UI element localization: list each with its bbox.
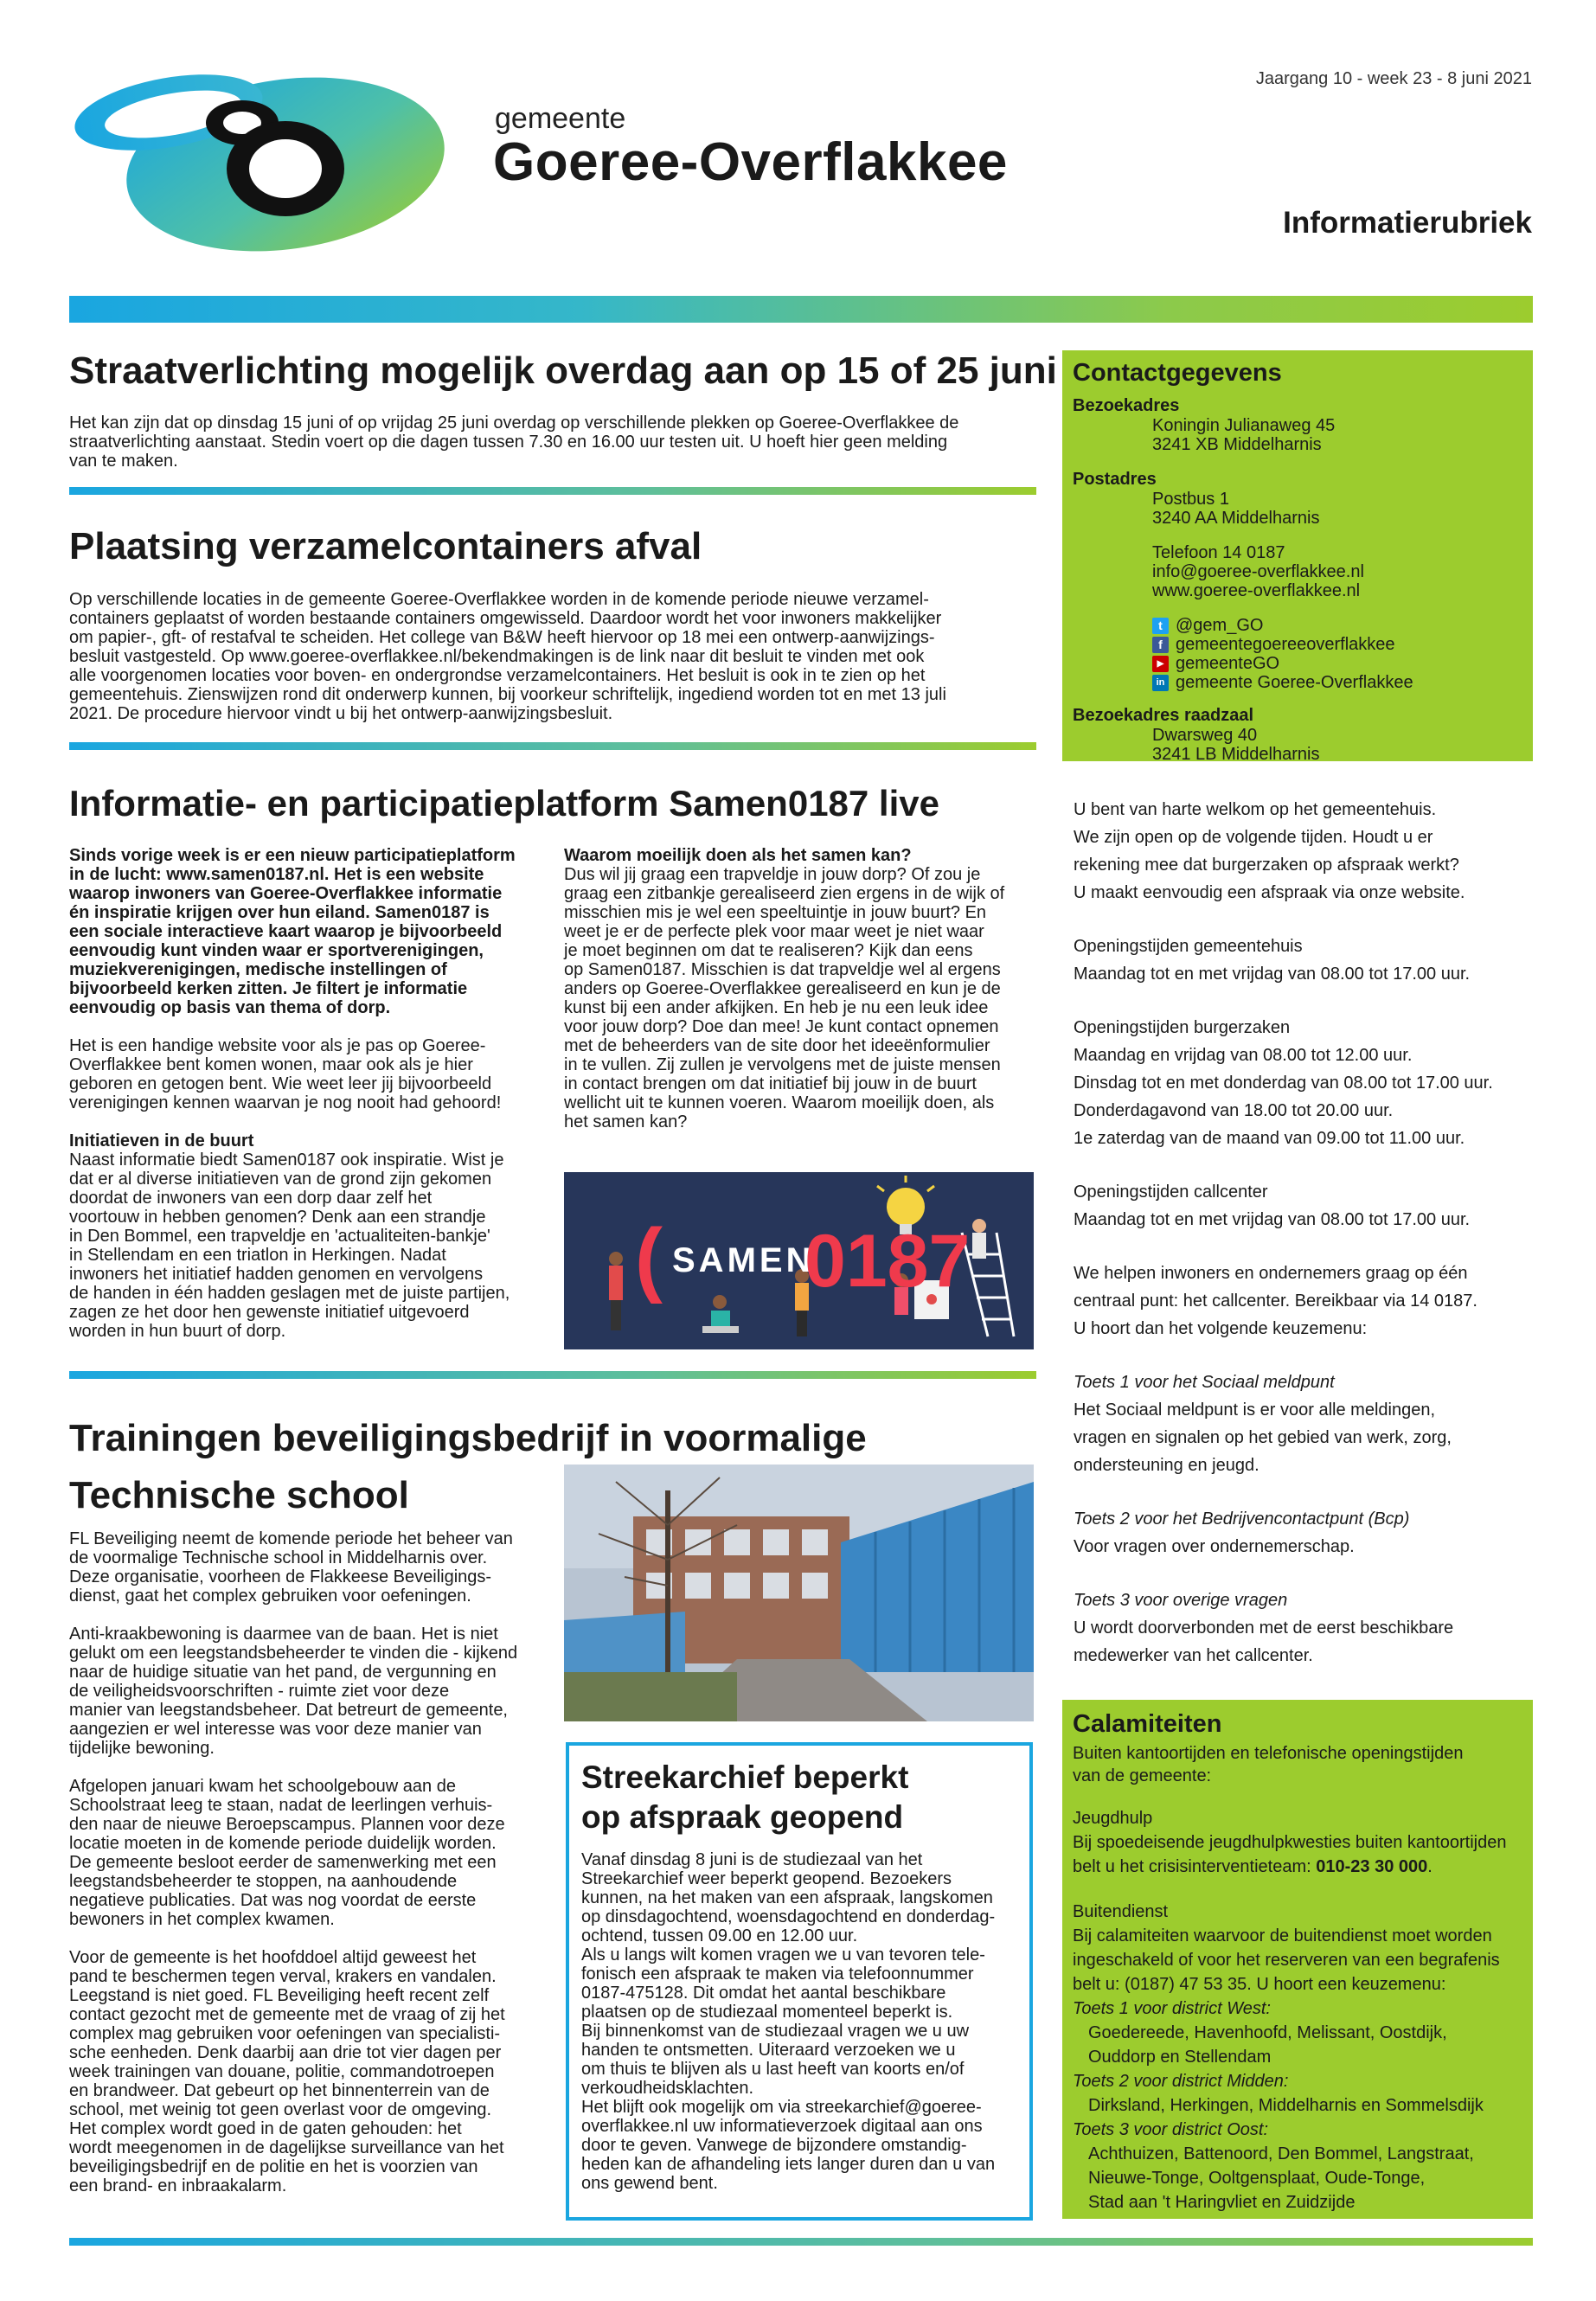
text-line: Streekarchief weer beperkt geopend. Bezoekers (581, 1868, 952, 1888)
text-line: bijvoorbeeld kerken zitten. Je filtert je informatie (69, 979, 468, 998)
text-line: Donderdagavond van 18.00 tot 20.00 uur. (1074, 1101, 1394, 1120)
text-line: met de beheerders van de site door het ideeënformulier (564, 1036, 990, 1055)
text-line: een sociale interactieve kaart waarop je bijvoorbeeld (69, 922, 503, 941)
text-line: 0187-475128. Dit omdat het aantal beschikbare (581, 1983, 946, 2003)
text-line: Op verschillende locaties in de gemeente Goeree-Overflakkee worden in de komende periode nieuwe verzamel- (69, 590, 929, 609)
text-line: een brand- en inbraakalarm. (69, 2176, 287, 2195)
text-line: aangezien er wel interesse was voor deze manier van (69, 1720, 482, 1739)
text-line: U bent van harte welkom op het gemeentehuis. (1074, 800, 1437, 819)
article2-title: Plaatsing verzamelcontainers afval (69, 525, 702, 567)
text-line: week trainingen van douane, politie, commandotroepen (69, 2062, 495, 2081)
text-line: handen te ontsmetten. Uiteraard verzoeken we u (581, 2040, 956, 2060)
text-line: fonisch een afspraak te maken via telefoonnummer (581, 1964, 974, 1984)
postadres-label: Postadres (1073, 470, 1157, 489)
text-line: Bij binnenkomst van de studiezaal vragen we u uw (581, 2021, 970, 2041)
text-line: de voormalige Technische school in Middelharnis over. (69, 1548, 488, 1567)
subheading: Waarom moeilijk doen als het samen kan? (564, 846, 912, 865)
text-line: school, met weinig tot geen overlast voor de omgeving. (69, 2100, 492, 2119)
text-line: in de lucht: www.samen0187.nl. Het is een website (69, 865, 484, 884)
article1-body (69, 413, 1038, 471)
text-span: . (1427, 1857, 1433, 1876)
text-line: Deze organisatie, voorheen de Flakkeese Beveiligings- (69, 1567, 492, 1586)
text-line: de handen in één hadden geslagen met de juiste partijen, (69, 1284, 510, 1303)
text-line: voor jouw dorp? Doe dan mee! Je kunt contact opnemen (564, 1017, 999, 1036)
text-line: gelukt om een leegstandsbeheerder te vinden die - kijkend (69, 1644, 518, 1663)
text-line: in te vullen. Zij zullen je vervolgens met de juiste mensen (564, 1055, 1001, 1074)
address-line: 3241 LB Middelharnis (1152, 745, 1320, 764)
contact-title: Contactgegevens (1073, 359, 1282, 387)
buitendienst-label: Buitendienst (1073, 1902, 1169, 1921)
text-line: doordat de inwoners van een dorp daar zelf het (69, 1189, 433, 1208)
text-line: Anti-kraakbewoning is daarmee van de baan. Het is niet (69, 1625, 498, 1644)
text-line: weet je er de perfecte plek voor maar weet je niet waar (564, 922, 984, 941)
youtube-icon: ▶ (1152, 656, 1169, 672)
text-line: Voor vragen over ondernemerschap. (1074, 1537, 1355, 1556)
text-line: heden kan de afhandeling iets langer duren dan u van (581, 2154, 996, 2174)
article2-body (69, 590, 1038, 723)
text-line: kunst bij een ander afkijken. En heb je nu een leuk idee (564, 998, 989, 1017)
text-line: in Stellendam en een triatlon in Herkingen. Nadat (69, 1246, 446, 1265)
website-link[interactable]: www.goeree-overflakkee.nl (1152, 581, 1361, 600)
text-line: zagen ze het door hen gewenste initiatief uitgevoerd (69, 1303, 470, 1322)
text-line: Maandag tot en met vrijdag van 08.00 tot 17.00 uur. (1074, 965, 1471, 984)
text-line: Dirksland, Herkingen, Middelharnis en Sommelsdijk (1088, 2096, 1484, 2115)
text-line: Dinsdag tot en met donderdag van 08.00 tot 17.00 uur. (1074, 1074, 1493, 1093)
toets3-title: Toets 3 voor overige vragen (1074, 1591, 1288, 1610)
text-line: U maakt eenvoudig een afspraak via onze website. (1074, 883, 1465, 902)
linkedin-icon: in (1152, 675, 1169, 691)
text-line: Voor de gemeente is het hoofddoel altijd geweest het (69, 1948, 477, 1967)
text-line: bewoners in het complex kwamen. (69, 1910, 335, 1929)
address-line: 3241 XB Middelharnis (1152, 435, 1322, 454)
text-line: alle voorgenomen locaties voor boven- en ondergrondse verzamelcontainers. Het besluit is ook in te zien op het (69, 666, 926, 685)
text-line: eenvoudig op basis van thema of dorp. (69, 998, 391, 1017)
text-line: Het is een handige website voor als je pas op Goeree- (69, 1036, 486, 1055)
header-gradient-bar (69, 296, 1533, 323)
text-line: van te maken. (69, 452, 178, 471)
text-line: 1e zaterdag van de maand van 09.00 tot 11.00 uur. (1074, 1129, 1465, 1148)
text-line: ons gewend bent. (581, 2173, 718, 2193)
divider (69, 487, 1036, 495)
text-line: naar de huidige situatie van het pand, de vergunning en (69, 1663, 497, 1682)
text-line: dienst, gaat het complex gebruiken voor oefeningen. (69, 1586, 471, 1606)
text-line: vragen en signalen op het gebied van werk, zorg, (1074, 1428, 1452, 1447)
text-span: belt u het crisisinterventieteam: (1073, 1857, 1317, 1876)
text-line: ochtend, tussen 09.00 en 12.00 uur. (581, 1926, 858, 1945)
twitter-icon: t (1152, 618, 1169, 634)
text-line: Het blijft ook mogelijk om via streekarchief@goeree- (581, 2097, 982, 2117)
text-line: leegstandsbeheerder te stoppen, na aanhoudende (69, 1872, 458, 1891)
text-line: Dus wil jij graag een trapveldje in jouw dorp? Of zou je (564, 865, 981, 884)
streek-title-line: op afspraak geopend (581, 1799, 904, 1836)
text-line: op dinsdagochtend, woensdagochtend en donderdag- (581, 1907, 996, 1926)
text-line: rekening mee dat burgerzaken op afspraak werkt? (1074, 856, 1459, 875)
text-line: 2021. De procedure hiervoor vindt u bij het ontwerp-aanwijzingsbesluit. (69, 704, 613, 723)
text-line: Afgelopen januari kwam het schoolgebouw aan de (69, 1777, 456, 1796)
text-line: Nieuwe-Tonge, Ooltgensplaat, Oude-Tonge, (1088, 2169, 1426, 2188)
bezoekadres-label: Bezoekadres (1073, 396, 1180, 415)
phone: Telefoon 14 0187 (1152, 543, 1285, 562)
article3-col1 (69, 846, 549, 1341)
text-line: misschien mis je wel een speeltuintje in jouw buurt? En (564, 903, 987, 922)
samen-word: SAMEN (672, 1241, 815, 1279)
text-line: verkoudheidsklachten. (581, 2078, 754, 2098)
text-line: straatverlichting aanstaat. Stedin voert op die dagen tussen 7.30 en 16.00 uur testen uit. U hoeft hier geen melding (69, 433, 948, 452)
text-line: pand te beschermen tegen verval, krakers en vandalen. (69, 1967, 497, 1986)
text-line: geboren en getogen bent. Wie weet leer jij bijvoorbeeld (69, 1074, 492, 1093)
text-line: om thuis te blijven als u last heeft van koorts en/of (581, 2059, 965, 2079)
article1-title: Straatverlichting mogelijk overdag aan op 15 of 25 juni (69, 349, 1057, 392)
social-facebook[interactable] (1152, 635, 1522, 654)
social-linkedin[interactable] (1152, 673, 1522, 692)
jeugd-phone-line (1073, 1855, 1522, 1879)
samen0187-image (564, 1172, 1034, 1349)
title-line: Technische school (69, 1474, 409, 1516)
text-line: Leegstand is niet goed. FL Beveiliging heeft recent zelf (69, 1986, 490, 2005)
text-line: om papier-, gft- of restafval te scheiden. Het college van B&W heeft hiervoor op 18 mei een ontwerp-aanwijzings- (69, 628, 935, 647)
article4-body (69, 1529, 549, 2195)
district-west-title: Toets 1 voor district West: (1073, 1999, 1271, 2018)
text-line: Stad aan 't Haringvliet en Zuidzijde (1088, 2193, 1356, 2212)
text-line: en brandweer. Dat gebeurt op het binnenterrein van de (69, 2081, 490, 2100)
jeugdhulp-label: Jeugdhulp (1073, 1809, 1153, 1828)
calamiteiten-panel (1062, 1700, 1533, 2219)
rubriek-title: Informatierubriek (1283, 206, 1532, 240)
text-line: muziekverenigingen, medische instellingen of (69, 960, 447, 979)
issue-info: Jaargang 10 - week 23 - 8 juni 2021 (1255, 69, 1532, 88)
text-line: De gemeente besloot eerder de samenwerking met een (69, 1853, 497, 1872)
streek-title-line: Streekarchief beperkt (581, 1759, 909, 1795)
text-line: belt u: (0187) 47 53 35. U hoort een keuzemenu: (1073, 1975, 1446, 1994)
footer-divider (69, 2238, 1533, 2246)
text-line: U wordt doorverbonden met de eerst beschikbare (1074, 1618, 1454, 1638)
text-line: Als u langs wilt komen vragen we u van tevoren tele- (581, 1945, 985, 1965)
text-line: dat er al diverse initiatieven van de grond zijn gekomen (69, 1170, 492, 1189)
text-line: manier van leegstandsbeheer. Dat betreurt de gemeente, (69, 1701, 508, 1720)
text-line: én inspiratie krijgen over hun eiland. Samen0187 is (69, 903, 490, 922)
raadzaal-label: Bezoekadres raadzaal (1073, 706, 1254, 725)
text-line: U hoort dan het volgende keuzemenu: (1074, 1319, 1368, 1338)
school-photo (564, 1465, 1034, 1721)
text-line: Maandag tot en met vrijdag van 08.00 tot 17.00 uur. (1074, 1210, 1471, 1229)
text-line: locatie moeten in de komende periode duidelijk worden. (69, 1834, 497, 1853)
address-line: 3240 AA Middelharnis (1152, 509, 1320, 528)
text-line: door te geven. Vanwege de bijzondere omstandig- (581, 2135, 967, 2155)
text-line: waarop inwoners van Goeree-Overflakkee informatie (69, 884, 503, 903)
text-line: Buiten kantoortijden en telefonische openingstijden (1073, 1744, 1464, 1763)
text-line: je moet beginnen om dat te realiseren? Kijk dan eens (564, 941, 973, 960)
text-line: worden in hun buurt of dorp. (69, 1322, 286, 1341)
openingstijden-callcenter-title: Openingstijden callcenter (1074, 1183, 1268, 1202)
text-line: Naast informatie biedt Samen0187 ook inspiratie. Wist je (69, 1150, 504, 1170)
text-line: Schoolstraat leeg te staan, nadat de leerlingen verhuis- (69, 1796, 493, 1815)
article3-col2 (564, 846, 1044, 1131)
text-line: contact gezocht met de gemeente met de vraag of zij het (69, 2005, 505, 2024)
text-line: voortouw in hebben genomen? Denk aan een strandje (69, 1208, 486, 1227)
toets2-title: Toets 2 voor het Bedrijvencontactpunt (Bcp) (1074, 1509, 1410, 1529)
text-line: Het complex wordt goed in de gaten gehouden: het (69, 2119, 462, 2138)
text-line: complex mag gebruiken voor oefeningen van specialisti- (69, 2024, 501, 2043)
text-line: van de gemeente: (1073, 1766, 1212, 1785)
email-link[interactable]: info@goeree-overflakkee.nl (1152, 562, 1364, 581)
social-label: gemeente Goeree-Overflakkee (1176, 673, 1413, 692)
text-line: Achthuizen, Battenoord, Den Bommel, Langstraat, (1088, 2144, 1474, 2163)
text-line: beveiligingsbedrijf en de politie en het is voorzien van (69, 2157, 478, 2176)
gemeente-name: Goeree-Overflakkee (493, 132, 1008, 192)
openingstijden-burgerzaken-title: Openingstijden burgerzaken (1074, 1018, 1291, 1037)
streekarchief-box (566, 1742, 1033, 2221)
text-line: Vanaf dinsdag 8 juni is de studiezaal van het (581, 1849, 923, 1869)
openingstijden-section (1074, 796, 1532, 1670)
text-line: in contact brengen om dat initiatief bij jouw in de buurt (564, 1074, 977, 1093)
text-line: overflakkee.nl uw informatieverzoek digitaal aan ons (581, 2116, 983, 2136)
text-line: We helpen inwoners en ondernemers graag op één (1074, 1264, 1468, 1283)
text-line: centraal punt: het callcenter. Bereikbaar via 14 0187. (1074, 1292, 1477, 1311)
text-line: ondersteuning en jeugd. (1074, 1456, 1259, 1475)
text-line: den naar de nieuwe Beroepscampus. Plannen voor deze (69, 1815, 505, 1834)
divider (69, 1371, 1036, 1379)
text-line: kunnen, na het maken van een afspraak, langskomen (581, 1888, 993, 1907)
gemeente-label: gemeente (495, 102, 626, 135)
text-line: We zijn open op de volgende tijden. Houdt u er (1074, 828, 1433, 847)
text-line: het samen kan? (564, 1112, 688, 1131)
text-line: eenvoudig kunt vinden waar er sportverenigingen, (69, 941, 484, 960)
text-line: Maandag en vrijdag van 08.00 tot 12.00 uur. (1074, 1046, 1413, 1065)
social-label: gemeentegoereeoverflakkee (1176, 635, 1395, 654)
text-line: Sinds vorige week is er een nieuw participatieplatform (69, 846, 516, 865)
text-line: medewerker van het callcenter. (1074, 1646, 1313, 1665)
title-line: Trainingen beveiligingsbedrijf in voormalige (69, 1417, 867, 1459)
text-line: gemeentehuis. Zienswijzen rond dit onderwerp kunnen, bij voorkeur schriftelijk, ingediend worden tot en met 13 juli (69, 685, 946, 704)
text-line: graag een zitbankje gerealiseerd zien ergens in de wijk of (564, 884, 1005, 903)
contact-panel (1062, 350, 1533, 764)
text-line: Bij calamiteiten waarvoor de buitendienst moet worden (1073, 1926, 1492, 1945)
address-line: Postbus 1 (1152, 490, 1229, 509)
samen-paren: ( (635, 1212, 663, 1304)
text-line: FL Beveiliging neemt de komende periode het beheer van (69, 1529, 513, 1548)
text-line: Ouddorp en Stellendam (1088, 2048, 1272, 2067)
toets1-title: Toets 1 voor het Sociaal meldpunt (1074, 1373, 1335, 1392)
text-line: wordt meegenomen in de dagelijkse surveillance van het (69, 2138, 504, 2157)
text-line: Bij spoedeisende jeugdhulpkwesties buiten kantoortijden (1073, 1833, 1507, 1852)
subheading: Initiatieven in de buurt (69, 1131, 254, 1150)
social-youtube[interactable] (1152, 654, 1522, 673)
facebook-icon: f (1152, 637, 1169, 653)
text-line: op Samen0187. Misschien is dat trapveldje wel al ergens (564, 960, 1001, 979)
crisis-phone[interactable]: 010-23 30 000 (1316, 1857, 1428, 1876)
openingstijden-gemeentehuis-title: Openingstijden gemeentehuis (1074, 937, 1303, 956)
social-label: @gem_GO (1176, 616, 1264, 635)
address-line: Dwarsweg 40 (1152, 726, 1258, 745)
gemeente-logo (69, 61, 450, 255)
text-line: Overflakkee bent komen wonen, maar ook als je hier (69, 1055, 473, 1074)
address-line: Koningin Julianaweg 45 (1152, 416, 1336, 435)
text-line: in Den Bommel, een trapveldje en 'actualiteiten-bankje' (69, 1227, 490, 1246)
district-midden-title: Toets 2 voor district Midden: (1073, 2072, 1289, 2091)
text-line: verenigingen kennen waarvan je nog nooit had gehoord! (69, 1093, 502, 1112)
text-line: anders op Goeree-Overflakkee gerealiseerd en kun je de (564, 979, 1001, 998)
social-label: gemeenteGO (1176, 654, 1280, 673)
text-line: negatieve publicaties. Dat was nog voordat de eerste (69, 1891, 477, 1910)
text-line: containers geplaatst of worden bestaande containers omgewisseld. Daardoor wordt het voor inwoners makkelijker (69, 609, 942, 628)
text-line: ingeschakeld of voor het reserveren van een begrafenis (1073, 1951, 1500, 1970)
text-line: Het kan zijn dat op dinsdag 15 juni of op vrijdag 25 juni overdag op verschillende plekken op Goeree-Overflakkee de (69, 413, 959, 433)
social-twitter[interactable] (1152, 616, 1522, 635)
text-line: de veiligheidsvoorschriften - ruimte ziet voor deze (69, 1682, 450, 1701)
samen-number: 0187 (804, 1220, 971, 1303)
district-oost-title: Toets 3 voor district Oost: (1073, 2120, 1269, 2139)
text-line: Het Sociaal meldpunt is er voor alle meldingen, (1074, 1400, 1435, 1420)
calamiteiten-title: Calamiteiten (1073, 1710, 1222, 1738)
text-line: sche eenheden. Denk daarbij aan drie tot vier dagen per (69, 2043, 502, 2062)
divider (69, 742, 1036, 750)
text-line: besluit vastgesteld. Op www.goeree-overflakkee.nl/bekendmakingen is de link naar dit besluit te vinden met ook (69, 647, 925, 666)
text-line: tijdelijke bewoning. (69, 1739, 215, 1758)
text-line: wellicht uit te kunnen voeren. Waarom moeilijk doen, als (564, 1093, 995, 1112)
text-line: plaatsen op de studiezaal momenteel beperkt is. (581, 2002, 953, 2022)
article3-title: Informatie- en participatieplatform Samen0187 live (69, 783, 939, 824)
text-line: inwoners het initiatief hadden genomen en vervolgens (69, 1265, 484, 1284)
text-line: Goedereede, Havenhoofd, Melissant, Oostdijk, (1088, 2023, 1447, 2042)
